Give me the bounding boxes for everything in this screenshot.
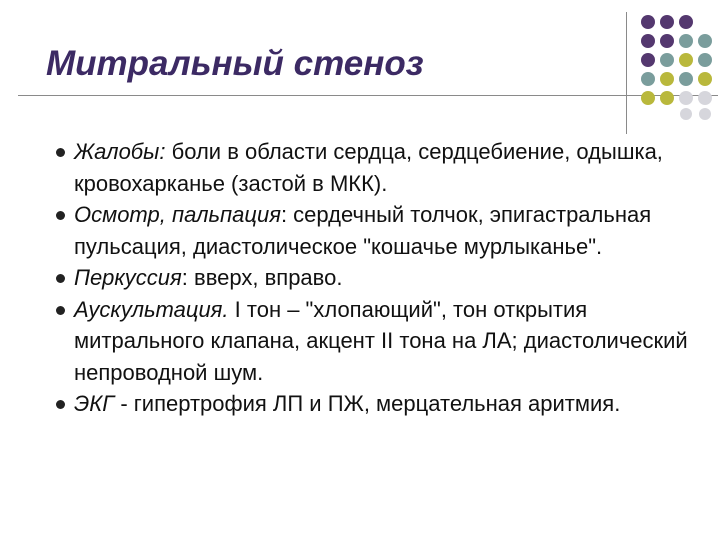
bullet-dot — [56, 148, 65, 157]
bullet-text: : сердечный толчок, эпигастральная пульсация, диастолическое "кошачье мурлыканье". — [74, 202, 652, 259]
decorative-dot-grid — [640, 14, 720, 120]
dot — [641, 34, 655, 48]
dot — [660, 91, 674, 105]
dot — [641, 15, 655, 29]
bullet-term: Перкуссия — [74, 265, 182, 290]
dot — [660, 34, 674, 48]
bullet-dot — [56, 400, 65, 409]
dot — [641, 72, 655, 86]
bullet-dot — [56, 211, 65, 220]
bullet-term: Осмотр, пальпация — [74, 202, 281, 227]
bullet-term: Аускультация. — [74, 296, 229, 322]
dot — [679, 15, 693, 29]
dot — [679, 53, 693, 67]
dot — [699, 108, 711, 120]
bullet-text: - гипертрофия ЛП и ПЖ, мерцательная аритмия. — [114, 391, 621, 416]
vertical-divider — [626, 12, 627, 134]
bullet-auscultation — [56, 294, 696, 389]
bullet-percussion — [56, 262, 696, 294]
bullet-term: Жалобы: — [74, 139, 166, 164]
dot — [641, 53, 655, 67]
bullet-text: боли в области сердца, сердцебиение, одышка, кровохарканье (застой в МКК). — [74, 139, 663, 196]
dot — [680, 108, 692, 120]
bullet-text: : вверх, вправо. — [181, 265, 343, 290]
bullet-list — [56, 136, 696, 420]
dot — [698, 53, 712, 67]
bullet-term: ЭКГ — [74, 391, 115, 416]
dot — [660, 72, 674, 86]
dot — [679, 34, 693, 48]
bullet-text: I тон – "хлопающий", тон открытия митрального клапана, акцент II тона на ЛА; диастолический непроводной шум. — [74, 296, 688, 385]
dot — [660, 53, 674, 67]
dot — [679, 91, 693, 105]
dot — [660, 15, 674, 29]
bullet-dot — [56, 274, 65, 283]
bullet-ecg — [56, 388, 696, 420]
horizontal-divider — [18, 95, 718, 96]
dot — [641, 91, 655, 105]
bullet-inspection — [56, 199, 696, 262]
slide-title: Митральный стеноз — [46, 44, 424, 83]
dot — [698, 72, 712, 86]
dot — [679, 72, 693, 86]
bullet-complaints — [56, 136, 696, 199]
dot — [698, 34, 712, 48]
dot — [698, 91, 712, 105]
bullet-dot — [56, 306, 65, 315]
